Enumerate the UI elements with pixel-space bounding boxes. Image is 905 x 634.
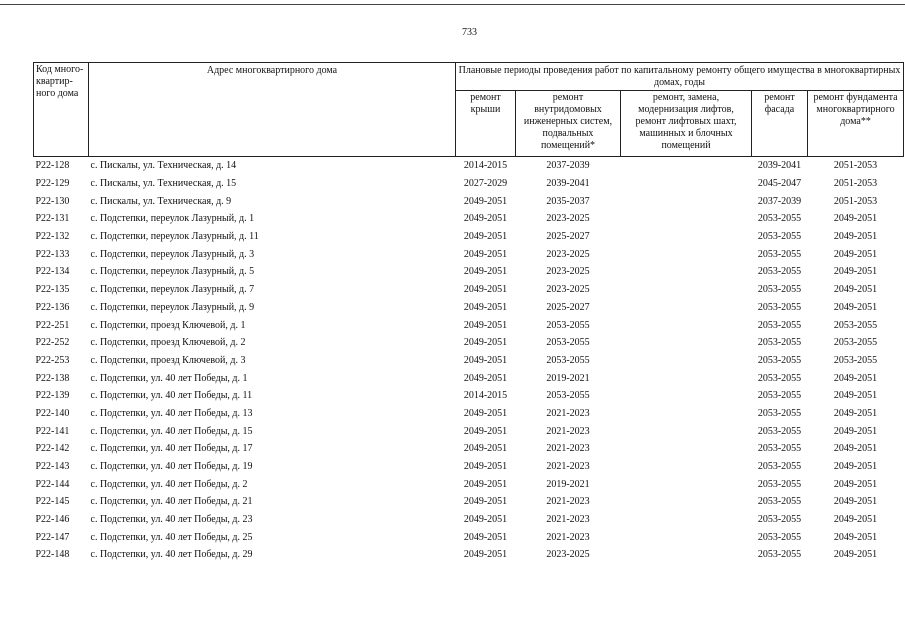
cell-roof: 2049-2051 bbox=[463, 443, 508, 455]
cell-found: 2049-2051 bbox=[833, 407, 878, 419]
cell-facade: 2053-2055 bbox=[757, 354, 802, 366]
table-row bbox=[34, 475, 904, 493]
cell-lift bbox=[621, 458, 752, 476]
cell-lift bbox=[621, 175, 752, 193]
cell-eng: 2035-2037 bbox=[546, 195, 590, 207]
cell-facade: 2045-2047 bbox=[757, 178, 802, 190]
cell-lift bbox=[621, 475, 752, 493]
cell-lift bbox=[621, 493, 752, 511]
cell-code: P22-131 bbox=[35, 213, 70, 225]
cell-lift bbox=[621, 192, 752, 210]
cell-address: с. Подстепки, ул. 40 лет Победы, д. 23 bbox=[90, 514, 253, 526]
table-row bbox=[34, 440, 904, 458]
cell-eng: 2019-2021 bbox=[546, 478, 590, 490]
cell-address: с. Пискалы, ул. Техническая, д. 14 bbox=[90, 160, 237, 172]
cell-code: P22-145 bbox=[35, 496, 70, 508]
top-border-line bbox=[0, 4, 905, 5]
cell-eng: 2021-2023 bbox=[546, 407, 590, 419]
cell-lift bbox=[621, 546, 752, 564]
table-row bbox=[34, 245, 904, 263]
cell-eng: 2021-2023 bbox=[546, 496, 590, 508]
cell-code: P22-135 bbox=[35, 284, 70, 296]
table-row bbox=[34, 422, 904, 440]
cell-code: P22-252 bbox=[35, 337, 70, 349]
cell-facade: 2037-2039 bbox=[757, 195, 802, 207]
cell-found: 2051-2053 bbox=[833, 160, 878, 172]
cell-lift bbox=[621, 422, 752, 440]
cell-facade: 2053-2055 bbox=[757, 301, 802, 313]
cell-found: 2049-2051 bbox=[833, 425, 878, 437]
table-row bbox=[34, 405, 904, 423]
cell-found: 2049-2051 bbox=[833, 496, 878, 508]
cell-eng: 2023-2025 bbox=[546, 284, 590, 296]
page-number: 733 bbox=[462, 27, 477, 38]
cell-lift bbox=[621, 405, 752, 423]
cell-roof: 2049-2051 bbox=[463, 425, 508, 437]
cell-roof: 2027-2029 bbox=[463, 178, 508, 190]
cell-lift bbox=[621, 387, 752, 405]
cell-facade: 2053-2055 bbox=[757, 514, 802, 526]
cell-eng: 2021-2023 bbox=[546, 425, 590, 437]
cell-facade: 2053-2055 bbox=[757, 231, 802, 243]
cell-roof: 2049-2051 bbox=[463, 231, 508, 243]
table-row bbox=[34, 263, 904, 281]
cell-lift bbox=[621, 511, 752, 529]
cell-code: P22-136 bbox=[35, 301, 70, 313]
cell-code: P22-143 bbox=[35, 461, 70, 473]
cell-code: P22-138 bbox=[35, 372, 70, 384]
cell-roof: 2014-2015 bbox=[463, 390, 508, 402]
cell-found: 2053-2055 bbox=[833, 337, 878, 349]
cell-code: P22-132 bbox=[35, 231, 70, 243]
cell-found: 2049-2051 bbox=[833, 248, 878, 260]
cell-address: с. Подстепки, ул. 40 лет Победы, д. 17 bbox=[90, 443, 253, 455]
cell-found: 2049-2051 bbox=[833, 301, 878, 313]
cell-code: P22-139 bbox=[35, 390, 70, 402]
table-row bbox=[34, 299, 904, 317]
cell-address: с. Подстепки, переулок Лазурный, д. 5 bbox=[90, 266, 255, 278]
cell-address: с. Подстепки, проезд Ключевой, д. 2 bbox=[90, 337, 246, 349]
cell-found: 2051-2053 bbox=[833, 178, 878, 190]
cell-code: P22-142 bbox=[35, 443, 70, 455]
cell-roof: 2049-2051 bbox=[463, 337, 508, 349]
cell-facade: 2053-2055 bbox=[757, 549, 802, 561]
cell-code: P22-130 bbox=[35, 195, 70, 207]
cell-found: 2053-2055 bbox=[833, 354, 878, 366]
cell-found: 2049-2051 bbox=[833, 213, 878, 225]
cell-roof: 2049-2051 bbox=[463, 319, 508, 331]
cell-eng: 2025-2027 bbox=[546, 301, 590, 313]
cell-eng: 2023-2025 bbox=[546, 549, 590, 561]
cell-eng: 2021-2023 bbox=[546, 531, 590, 543]
cell-roof: 2049-2051 bbox=[463, 549, 508, 561]
cell-roof: 2049-2051 bbox=[463, 478, 508, 490]
cell-eng: 2053-2055 bbox=[546, 354, 590, 366]
header-code: Код много- квартир- ного дома bbox=[34, 63, 89, 157]
cell-address: с. Подстепки, переулок Лазурный, д. 3 bbox=[90, 248, 255, 260]
cell-address: с. Подстепки, ул. 40 лет Победы, д. 2 bbox=[90, 478, 248, 490]
cell-lift bbox=[621, 316, 752, 334]
cell-found: 2049-2051 bbox=[833, 443, 878, 455]
header-periods: Плановые периоды проведения работ по капитальному ремонту общего имущества в многоквартирных домах, годы bbox=[456, 63, 904, 91]
cell-code: P22-140 bbox=[35, 407, 70, 419]
table-row bbox=[34, 387, 904, 405]
cell-code: P22-148 bbox=[35, 549, 70, 561]
cell-eng: 2053-2055 bbox=[546, 390, 590, 402]
cell-code: P22-129 bbox=[35, 178, 70, 190]
cell-facade: 2053-2055 bbox=[757, 248, 802, 260]
cell-code: P22-147 bbox=[35, 531, 70, 543]
cell-roof: 2049-2051 bbox=[463, 514, 508, 526]
cell-facade: 2053-2055 bbox=[757, 407, 802, 419]
cell-eng: 2023-2025 bbox=[546, 248, 590, 260]
cell-facade: 2053-2055 bbox=[757, 531, 802, 543]
cell-facade: 2053-2055 bbox=[757, 496, 802, 508]
cell-eng: 2023-2025 bbox=[546, 266, 590, 278]
capital-repair-table bbox=[33, 62, 904, 564]
table-row bbox=[34, 157, 904, 175]
cell-eng: 2019-2021 bbox=[546, 372, 590, 384]
cell-eng: 2025-2027 bbox=[546, 231, 590, 243]
cell-found: 2049-2051 bbox=[833, 531, 878, 543]
cell-facade: 2053-2055 bbox=[757, 284, 802, 296]
cell-lift bbox=[621, 334, 752, 352]
cell-facade: 2053-2055 bbox=[757, 461, 802, 473]
table-row bbox=[34, 546, 904, 564]
table-row bbox=[34, 334, 904, 352]
cell-roof: 2049-2051 bbox=[463, 354, 508, 366]
cell-address: с. Подстепки, переулок Лазурный, д. 1 bbox=[90, 213, 255, 225]
table-row bbox=[34, 511, 904, 529]
cell-found: 2053-2055 bbox=[833, 319, 878, 331]
cell-roof: 2014-2015 bbox=[463, 160, 508, 172]
cell-roof: 2049-2051 bbox=[463, 248, 508, 260]
cell-eng: 2053-2055 bbox=[546, 337, 590, 349]
table-row bbox=[34, 493, 904, 511]
cell-lift bbox=[621, 245, 752, 263]
cell-found: 2049-2051 bbox=[833, 390, 878, 402]
cell-roof: 2049-2051 bbox=[463, 195, 508, 207]
table-row bbox=[34, 175, 904, 193]
table-row bbox=[34, 352, 904, 370]
cell-found: 2049-2051 bbox=[833, 372, 878, 384]
cell-address: с. Пискалы, ул. Техническая, д. 9 bbox=[90, 195, 232, 207]
cell-lift bbox=[621, 369, 752, 387]
cell-roof: 2049-2051 bbox=[463, 461, 508, 473]
cell-address: с. Подстепки, проезд Ключевой, д. 3 bbox=[90, 354, 246, 366]
cell-address: с. Подстепки, ул. 40 лет Победы, д. 11 bbox=[90, 390, 253, 402]
cell-found: 2049-2051 bbox=[833, 284, 878, 296]
cell-address: с. Подстепки, проезд Ключевой, д. 1 bbox=[90, 319, 246, 331]
table-body bbox=[34, 157, 904, 564]
cell-lift bbox=[621, 352, 752, 370]
cell-eng: 2021-2023 bbox=[546, 461, 590, 473]
cell-found: 2049-2051 bbox=[833, 231, 878, 243]
cell-lift bbox=[621, 299, 752, 317]
cell-found: 2051-2053 bbox=[833, 195, 878, 207]
cell-address: с. Пискалы, ул. Техническая, д. 15 bbox=[90, 178, 237, 190]
cell-facade: 2053-2055 bbox=[757, 319, 802, 331]
table-row bbox=[34, 210, 904, 228]
cell-address: с. Подстепки, ул. 40 лет Победы, д. 13 bbox=[90, 407, 253, 419]
cell-facade: 2053-2055 bbox=[757, 372, 802, 384]
header-engineering: ремонт внутридомовых инженерных систем, подвальных помещений* bbox=[516, 91, 621, 157]
table-row bbox=[34, 316, 904, 334]
header-address: Адрес многоквартирного дома bbox=[89, 63, 456, 157]
cell-code: P22-146 bbox=[35, 514, 70, 526]
cell-roof: 2049-2051 bbox=[463, 531, 508, 543]
cell-lift bbox=[621, 157, 752, 175]
cell-eng: 2039-2041 bbox=[546, 178, 590, 190]
cell-code: P22-141 bbox=[35, 425, 70, 437]
cell-roof: 2049-2051 bbox=[463, 496, 508, 508]
cell-address: с. Подстепки, ул. 40 лет Победы, д. 1 bbox=[90, 372, 248, 384]
cell-lift bbox=[621, 210, 752, 228]
table-row bbox=[34, 281, 904, 299]
cell-roof: 2049-2051 bbox=[463, 301, 508, 313]
header-elevators: ремонт, замена, модернизация лифтов, ремонт лифтовых шахт, машинных и блочных помещений bbox=[621, 91, 752, 157]
cell-eng: 2037-2039 bbox=[546, 160, 590, 172]
cell-facade: 2053-2055 bbox=[757, 266, 802, 278]
cell-lift bbox=[621, 281, 752, 299]
cell-address: с. Подстепки, переулок Лазурный, д. 9 bbox=[90, 301, 255, 313]
cell-roof: 2049-2051 bbox=[463, 213, 508, 225]
header-roof: ремонт крыши bbox=[456, 91, 516, 157]
cell-address: с. Подстепки, переулок Лазурный, д. 7 bbox=[90, 284, 255, 296]
header-foundation: ремонт фундамента многоквартирного дома** bbox=[808, 91, 904, 157]
cell-found: 2049-2051 bbox=[833, 266, 878, 278]
table-row bbox=[34, 228, 904, 246]
cell-code: P22-253 bbox=[35, 354, 70, 366]
cell-code: P22-133 bbox=[35, 248, 70, 260]
table-row bbox=[34, 369, 904, 387]
cell-roof: 2049-2051 bbox=[463, 284, 508, 296]
cell-found: 2049-2051 bbox=[833, 461, 878, 473]
cell-facade: 2053-2055 bbox=[757, 425, 802, 437]
cell-facade: 2053-2055 bbox=[757, 390, 802, 402]
table-row bbox=[34, 528, 904, 546]
cell-code: P22-144 bbox=[35, 478, 70, 490]
cell-address: с. Подстепки, ул. 40 лет Победы, д. 19 bbox=[90, 461, 253, 473]
cell-found: 2049-2051 bbox=[833, 514, 878, 526]
cell-facade: 2053-2055 bbox=[757, 213, 802, 225]
cell-found: 2049-2051 bbox=[833, 549, 878, 561]
cell-eng: 2021-2023 bbox=[546, 514, 590, 526]
cell-address: с. Подстепки, ул. 40 лет Победы, д. 21 bbox=[90, 496, 253, 508]
cell-found: 2049-2051 bbox=[833, 478, 878, 490]
cell-address: с. Подстепки, ул. 40 лет Победы, д. 15 bbox=[90, 425, 253, 437]
cell-lift bbox=[621, 528, 752, 546]
cell-eng: 2053-2055 bbox=[546, 319, 590, 331]
cell-roof: 2049-2051 bbox=[463, 266, 508, 278]
cell-address: с. Подстепки, ул. 40 лет Победы, д. 29 bbox=[90, 549, 253, 561]
cell-lift bbox=[621, 440, 752, 458]
cell-roof: 2049-2051 bbox=[463, 372, 508, 384]
table-row bbox=[34, 192, 904, 210]
cell-code: P22-128 bbox=[35, 160, 70, 172]
cell-eng: 2021-2023 bbox=[546, 443, 590, 455]
cell-address: с. Подстепки, ул. 40 лет Победы, д. 25 bbox=[90, 531, 253, 543]
cell-lift bbox=[621, 263, 752, 281]
cell-facade: 2039-2041 bbox=[757, 160, 802, 172]
header-facade: ремонт фасада bbox=[752, 91, 808, 157]
cell-eng: 2023-2025 bbox=[546, 213, 590, 225]
table-row bbox=[34, 458, 904, 476]
cell-facade: 2053-2055 bbox=[757, 443, 802, 455]
cell-address: с. Подстепки, переулок Лазурный, д. 11 bbox=[90, 231, 259, 243]
cell-code: P22-134 bbox=[35, 266, 70, 278]
cell-code: P22-251 bbox=[35, 319, 70, 331]
cell-roof: 2049-2051 bbox=[463, 407, 508, 419]
cell-lift bbox=[621, 228, 752, 246]
cell-facade: 2053-2055 bbox=[757, 478, 802, 490]
cell-facade: 2053-2055 bbox=[757, 337, 802, 349]
